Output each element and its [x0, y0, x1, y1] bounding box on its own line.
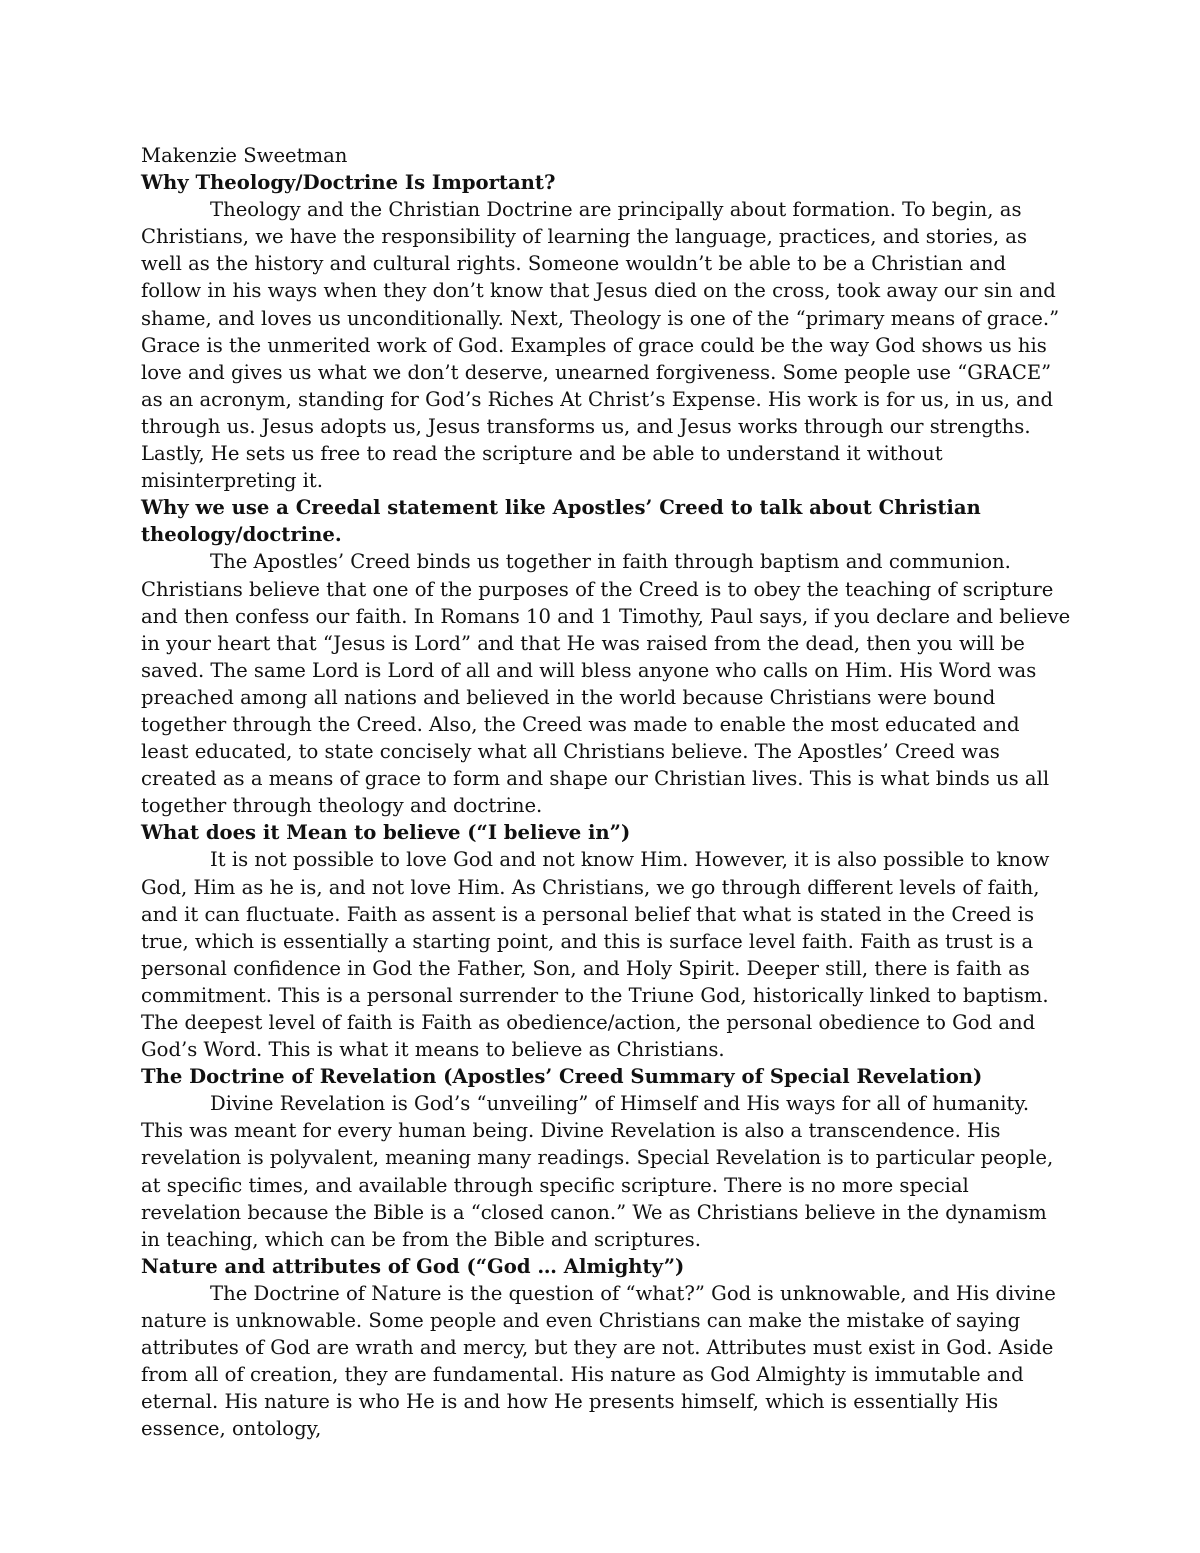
section-heading: Nature and attributes of God (“God … Almighty”) — [141, 1254, 685, 1278]
section-body: Divine Revelation is God’s “unveiling” of Himself and His ways for all of humanity. This was meant for every human being. Divine Revelation is also a transcendence. His revelation is polyvalent, meaning many readings. Special Revelation is to particular people, at specific times, and available through specific scripture. There is no more special revelation because the Bible is a “closed canon.” We as Christians believe in the dynamism in teaching, which can be from the Bible and scriptures. — [141, 1092, 1054, 1251]
section-creedal-statement — [141, 494, 1071, 819]
section-body: It is not possible to love God and not know Him. However, it is also possible to know God, Him as he is, and not love Him. As Christians, we go through different levels of faith, and it can fluctuate. Faith as assent is a personal belief that what is stated in the Creed is true, which is essentially a starting point, and this is surface level faith. Faith as trust is a personal confidence in God the Father, Son, and Holy Spirit. Deeper still, there is faith as commitment. This is a personal surrender to the Triune God, historically linked to baptism. The deepest level of faith is Faith as obedience/action, the personal obedience to God and God’s Word. This is what it means to believe as Christians. — [141, 848, 1050, 1062]
section-heading: Why Theology/Doctrine Is Important? — [141, 171, 556, 195]
document-page — [141, 142, 1071, 1443]
section-body: The Doctrine of Nature is the question of “what?” God is unknowable, and His divine nature is unknowable. Some people and even Christians can make the mistake of saying attributes of God are wrath and mercy, but they are not. Attributes must exist in God. Aside from all of creation, they are fundamental. His nature as God Almighty is immutable and eternal. His nature is who He is and how He presents himself, which is essentially His essence, ontology, — [141, 1281, 1056, 1441]
author-name: Makenzie Sweetman — [141, 144, 348, 167]
section-heading: The Doctrine of Revelation (Apostles’ Creed Summary of Special Revelation) — [141, 1065, 983, 1089]
section-heading: Why we use a Creedal statement like Apostles’ Creed to talk about Christian theology/doctrine. — [141, 496, 981, 547]
section-why-theology — [141, 169, 1071, 494]
section-body: The Apostles’ Creed binds us together in faith through baptism and communion. Christians believe that one of the purposes of the Creed is to obey the teaching of scripture and then confess our faith. In Romans 10 and 1 Timothy, Paul says, if you declare and believe in your heart that “Jesus is Lord” and that He was raised from the dead, then you will be saved. The same Lord is Lord of all and will bless anyone who calls on Him. His Word was preached among all nations and believed in the world because Christians were bound together through the Creed. Also, the Creed was made to enable the most educated and least educated, to state concisely what all Christians believe. The Apostles’ Creed was created as a means of grace to form and shape our Christian lives. This is what binds us all together through theology and doctrine. — [141, 550, 1071, 818]
section-heading: What does it Mean to believe (“I believe in”) — [141, 821, 631, 845]
section-nature-of-god — [141, 1253, 1071, 1443]
section-doctrine-of-revelation — [141, 1063, 1071, 1253]
section-body: Theology and the Christian Doctrine are principally about formation. To begin, as Christians, we have the responsibility of learning the language, practices, and stories, as well as the history and cultural rights. Someone wouldn’t be able to be a Christian and follow in his ways when they don’t know that Jesus died on the cross, took away our sin and shame, and loves us unconditionally. Next, Theology is one of the “primary means of grace.” Grace is the unmerited work of God. Examples of grace could be the way God shows us his love and gives us what we don’t deserve, unearned forgiveness. Some people use “GRACE” as an acronym, standing for God’s Riches At Christ’s Expense. His work is for us, in us, and through us. Jesus adopts us, Jesus transforms us, and Jesus works through our strengths. Lastly, He sets us free to read the scripture and be able to understand it without misinterpreting it. — [141, 198, 1060, 493]
section-meaning-of-belief — [141, 819, 1071, 1063]
